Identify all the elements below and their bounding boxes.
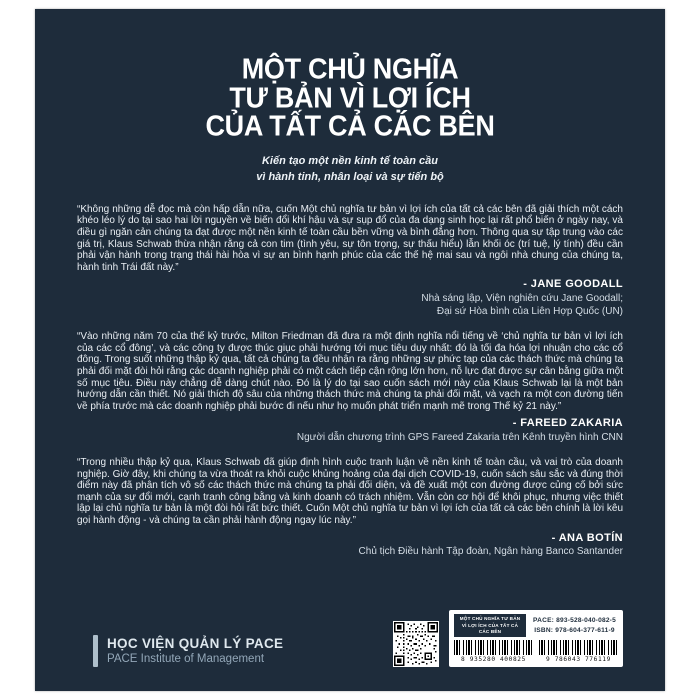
cover-footer bbox=[77, 610, 623, 673]
publisher-logo bbox=[93, 635, 283, 667]
endorsement-quotes bbox=[77, 204, 623, 559]
barcode-pace bbox=[454, 640, 533, 663]
attribution-name: - JANE GOODALL bbox=[523, 278, 623, 291]
attribution-role: Nhà sáng lập, Viện nghiên cứu Jane Goodall; bbox=[421, 293, 623, 305]
book-subtitle-line-2: vì hành tinh, nhân loại và sự tiến bộ bbox=[256, 171, 444, 184]
barcode-digits: 9 786043 776119 bbox=[546, 656, 611, 663]
barcode-panel bbox=[449, 610, 623, 667]
book-title-line-1: MỘT CHỦ NGHĨA bbox=[241, 53, 459, 85]
quote-text: “Vào những năm 70 của thế kỷ trước, Milton Friedman đã đưa ra một định nghĩa nổi tiếng về ‘chủ nghĩa tư bản vì lợi ích của các cổ đông’, và các công ty được thúc giục phải hướng tới mục tiêu duy nhất: đó là tối đa hóa lợi nhuận cho các cổ đông. Trong suốt những thập kỷ qua, tất cả chúng ta đều nhận ra rằng những sự phức tạp của các thách thức mà chúng ta phải đối mặt đòi hỏi rằng các doanh nghiệp phải có một cách tiếp cận rộng lớn hơn, nỗ lực đạt được sự cân bằng giữa một số mục tiêu. Điều này chẳng dễ dàng chút nào. Đó là lý do tại sao cuốn sách mới này của Klaus Schwab lại là một bản hướng dẫn cần thiết. Nó giải thích độ sâu của những thách thức mà chúng ta phải đối mặt, và vạch ra một con đường tiến về phía trước mà các doanh nghiệp phải bước đi nếu như họ muốn phát triển mạnh mẽ trong Thế kỷ 21 này.” bbox=[77, 331, 623, 412]
barcode-icon bbox=[539, 640, 618, 655]
quote-fareed-zakaria bbox=[77, 331, 623, 444]
quote-jane-goodall bbox=[77, 204, 623, 318]
mini-title-line-1: MỘT CHỦ NGHĨA TƯ BẢN bbox=[459, 616, 521, 622]
book-back-cover bbox=[35, 9, 665, 691]
barcode-panel-top bbox=[454, 614, 618, 637]
quote-text: “Trong nhiều thập kỷ qua, Klaus Schwab đã giúp định hình cuộc tranh luận về nền kinh tế toàn cầu, và vai trò của doanh nghiệp. Giờ đây, khi chúng ta vừa thoát ra khỏi cuộc khủng hoảng của đại dịch COVID-19, cuốn sách sâu sắc và đúng thời điểm này đã phân tích vô số các thách thức mà chúng ta phải đối diện, và đề xuất một con đường được củng cố bởi sức mạnh của sự đổi mới, cạnh tranh công bằng và kinh doanh có trách nhiệm. Vẫn còn cơ hội để khôi phục, nhưng việc thiết lập lại chủ nghĩa tư bản là một đòi hỏi rất bức thiết. Cuốn Một chủ nghĩa tư bản vì lợi ích của tất cả các bên chính là lời kêu gọi hành động - và chúng ta cần phải hành động ngay lúc này.” bbox=[77, 457, 623, 527]
qr-code-svg bbox=[394, 622, 438, 666]
barcodes bbox=[454, 640, 618, 663]
book-subtitle bbox=[77, 153, 623, 186]
publisher-text bbox=[107, 635, 283, 667]
attribution-name: - ANA BOTÍN bbox=[551, 531, 623, 544]
qr-code-icon bbox=[393, 621, 439, 667]
code-labels bbox=[531, 614, 618, 637]
isbn-code: ISBN: 978-604-377-611-9 bbox=[534, 626, 615, 634]
mini-title-line-2: VÌ LỢI ÍCH CỦA TẤT CẢ CÁC BÊN bbox=[461, 622, 519, 634]
book-title-line-3: CỦA TẤT CẢ CÁC BÊN bbox=[205, 110, 495, 142]
quote-text: “Không những dễ đọc mà còn hấp dẫn nữa, cuốn Một chủ nghĩa tư bản vì lợi ích của tất cả các bên đã giải thích một cách khéo léo lý do tại sao hai lời nguyền về biến đổi khí hậu và sự sụp đổ của đa dạng sinh học lại rất phổ biến ở ngày nay, và điều gì ngăn cản chúng ta đạt được một nền kinh tế toàn cầu bền vững và bình đẳng hơn. Thông qua sự tập trung vào các giá trị, Klaus Schwab thừa nhận rằng cả con tim (tình yêu, sự tôn trọng, sự thấu hiểu) lẫn khối óc (trí tuệ, lý tính) đều cần phải vận hành trong trạng thái hài hòa vì sự an bình hạnh phúc của các thế hệ mai sau và ngôi nhà chung của chúng ta, hành tinh Trái đất này.” bbox=[77, 203, 623, 273]
attribution-role: Chủ tịch Điều hành Tập đoàn, Ngân hàng Banco Santander bbox=[358, 546, 623, 558]
attribution-name: - FAREED ZAKARIA bbox=[512, 417, 623, 430]
attribution-role: Đại sứ Hòa bình của Liên Hợp Quốc (UN) bbox=[436, 306, 623, 318]
publisher-subtitle: PACE Institute of Management bbox=[107, 653, 265, 666]
mini-title-box bbox=[454, 614, 526, 637]
publisher-logo-bar-icon bbox=[93, 635, 98, 667]
barcode-isbn bbox=[539, 640, 618, 663]
quote-ana-botin bbox=[77, 457, 623, 558]
publisher-name: HỌC VIỆN QUẢN LÝ PACE bbox=[107, 635, 284, 651]
barcode-digits: 8 935280 400825 bbox=[461, 656, 526, 663]
quote-attribution bbox=[77, 417, 623, 444]
pace-code: PACE: 893-528-040-082-5 bbox=[533, 616, 616, 624]
quote-attribution bbox=[77, 532, 623, 559]
quote-attribution bbox=[77, 278, 623, 318]
book-subtitle-line-1: Kiến tạo một nền kinh tế toàn cầu bbox=[261, 154, 439, 167]
title-block bbox=[77, 55, 623, 186]
barcode-icon bbox=[454, 640, 533, 655]
attribution-role: Người dẫn chương trình GPS Fareed Zakaria trên Kênh truyền hình CNN bbox=[296, 432, 623, 444]
book-title-line-2: TƯ BẢN VÌ LỢI ÍCH bbox=[229, 81, 471, 114]
